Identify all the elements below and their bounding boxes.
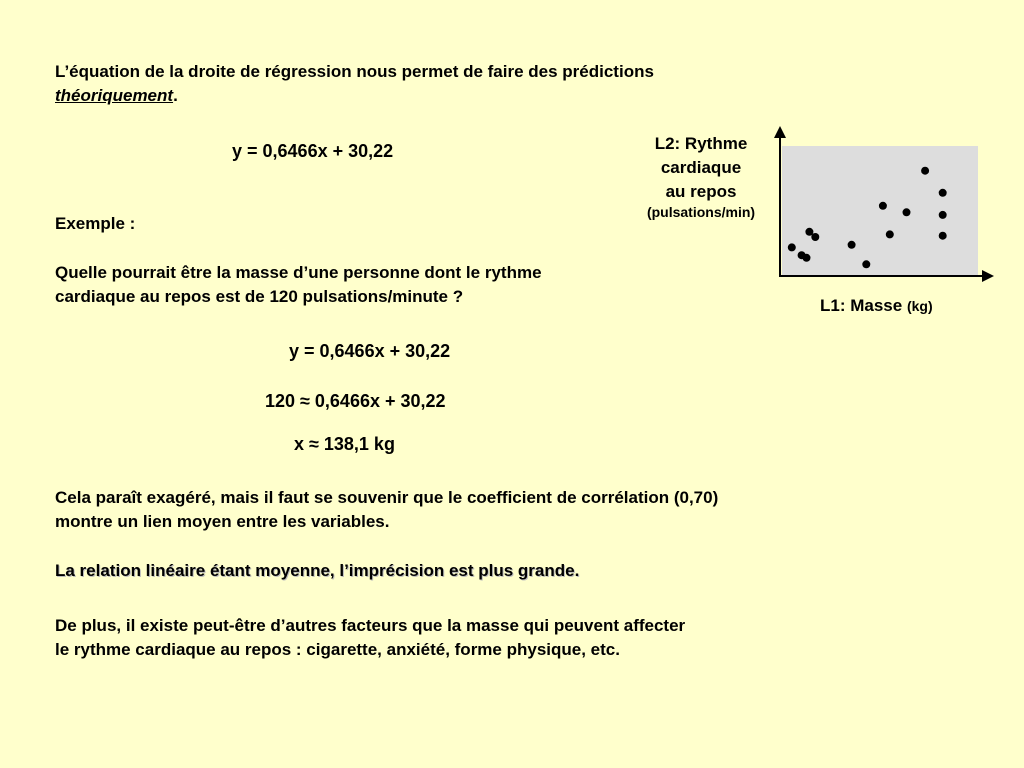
conclusion-paragraph-2: La relation linéaire étant moyenne, l’imprécision est plus grande. xyxy=(55,561,580,580)
intro-line-1: L’équation de la droite de régression nous permet de faire des prédictions xyxy=(55,62,654,81)
data-point-7 xyxy=(862,260,870,268)
intro-text xyxy=(55,60,654,108)
intro-line-2 xyxy=(55,84,654,108)
x-label-text: L1: Masse xyxy=(820,296,903,315)
y-axis-label xyxy=(616,132,786,220)
data-point-9 xyxy=(886,230,894,238)
x-label-unit: (kg) xyxy=(906,298,933,314)
conclusion-paragraph-3 xyxy=(55,614,685,662)
solution-step-3: x ≈ 138,1 kg xyxy=(294,434,395,454)
question-line-1: Quelle pourrait être la masse d’une personne dont le rythme xyxy=(55,263,542,282)
data-point-10 xyxy=(903,208,911,216)
data-point-12 xyxy=(939,189,947,197)
x-axis-arrow-icon xyxy=(982,270,994,282)
data-point-1 xyxy=(788,243,796,251)
y-label-line-3: au repos xyxy=(665,182,737,201)
data-point-3 xyxy=(803,254,811,262)
regression-equation: y = 0,6466x + 30,22 xyxy=(232,141,394,161)
x-axis-label xyxy=(820,294,933,318)
conclusion-p1-line-2: montre un lien moyen entre les variables. xyxy=(55,512,390,531)
y-label-line-2: cardiaque xyxy=(660,158,742,177)
data-point-6 xyxy=(848,241,856,249)
data-point-5 xyxy=(811,233,819,241)
solution-step-2: 120 ≈ 0,6466x + 30,22 xyxy=(265,391,446,411)
conclusion-paragraph-1 xyxy=(55,486,718,534)
data-point-8 xyxy=(879,202,887,210)
data-point-13 xyxy=(939,211,947,219)
intro-emphasis: théoriquement xyxy=(55,86,174,105)
intro-period: . xyxy=(173,86,178,105)
y-label-line-1: L2: Rythme xyxy=(654,134,748,153)
scatter-plot xyxy=(770,122,1000,292)
conclusion-p3-line-1: De plus, il existe peut-être d’autres facteurs que la masse qui peuvent affecter xyxy=(55,616,686,635)
example-heading: Exemple : xyxy=(55,214,136,233)
data-point-11 xyxy=(921,167,929,175)
plot-area xyxy=(782,146,978,276)
y-label-unit: (pulsations/min) xyxy=(646,204,756,220)
solution-step-1: y = 0,6466x + 30,22 xyxy=(289,341,451,361)
data-point-14 xyxy=(939,232,947,240)
example-question xyxy=(55,261,542,309)
question-line-2: cardiaque au repos est de 120 pulsations/minute ? xyxy=(55,287,464,306)
y-axis-arrow-icon xyxy=(774,126,786,138)
conclusion-p1-line-1: Cela paraît exagéré, mais il faut se souvenir que le coefficient de corrélation (0,70) xyxy=(55,488,719,507)
conclusion-p3-line-2: le rythme cardiaque au repos : cigarette, anxiété, forme physique, etc. xyxy=(55,640,620,659)
